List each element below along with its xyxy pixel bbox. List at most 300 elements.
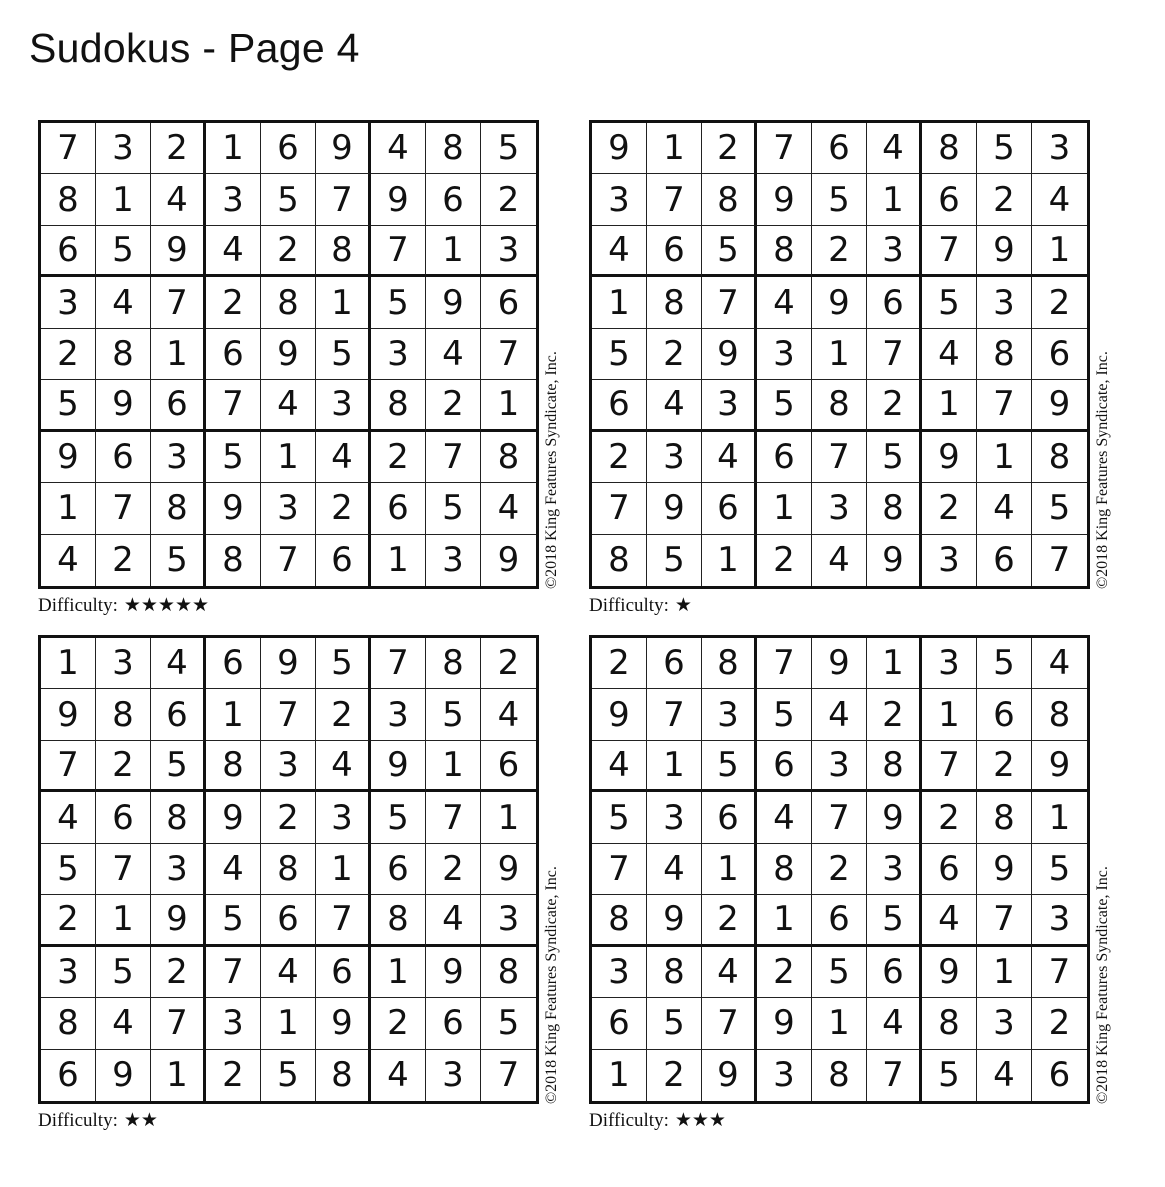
sudoku-cell: 2 xyxy=(371,998,426,1049)
sudoku-cell: 8 xyxy=(261,277,316,328)
sudoku-cell: 2 xyxy=(757,947,812,998)
sudoku-cell: 3 xyxy=(812,483,867,534)
sudoku-cell: 4 xyxy=(867,998,922,1049)
sudoku-cell: 5 xyxy=(261,174,316,225)
sudoku-cell: 2 xyxy=(647,329,702,380)
sudoku-cell: 8 xyxy=(757,844,812,895)
sudoku-cell: 1 xyxy=(261,998,316,1049)
sudoku-cell: 4 xyxy=(151,638,206,689)
sudoku-cell: 2 xyxy=(1032,277,1087,328)
sudoku-cell: 6 xyxy=(481,741,536,792)
sudoku-cell: 9 xyxy=(316,123,371,174)
sudoku-cell: 6 xyxy=(647,226,702,277)
sudoku-cell: 2 xyxy=(96,535,151,586)
difficulty-label: Difficulty: xyxy=(589,1110,669,1131)
sudoku-cell: 9 xyxy=(592,689,647,740)
sudoku-cell: 8 xyxy=(647,277,702,328)
sudoku-cell: 8 xyxy=(702,638,757,689)
sudoku-cell: 9 xyxy=(812,277,867,328)
sudoku-cell: 2 xyxy=(261,226,316,277)
sudoku-cell: 5 xyxy=(96,226,151,277)
sudoku-cell: 3 xyxy=(151,844,206,895)
sudoku-cell: 6 xyxy=(426,174,481,225)
difficulty-rating xyxy=(38,594,209,617)
sudoku-cell: 7 xyxy=(151,998,206,1049)
sudoku-cell: 9 xyxy=(1032,741,1087,792)
sudoku-cell: 3 xyxy=(481,226,536,277)
sudoku-cell: 3 xyxy=(261,741,316,792)
sudoku-cell: 4 xyxy=(426,895,481,946)
sudoku-cell: 4 xyxy=(867,123,922,174)
sudoku-cell: 2 xyxy=(977,741,1032,792)
sudoku-cell: 8 xyxy=(206,741,261,792)
sudoku-cell: 3 xyxy=(922,638,977,689)
sudoku-cell: 3 xyxy=(977,277,1032,328)
sudoku-cell: 6 xyxy=(206,329,261,380)
sudoku-cell: 6 xyxy=(371,844,426,895)
difficulty-rating xyxy=(589,594,692,617)
sudoku-cell: 4 xyxy=(812,689,867,740)
sudoku-cell: 9 xyxy=(592,123,647,174)
sudoku-cell: 5 xyxy=(977,638,1032,689)
sudoku-cell: 3 xyxy=(426,1050,481,1101)
sudoku-cell: 7 xyxy=(1048,540,1071,581)
sudoku-cell: 9 xyxy=(1032,380,1087,431)
sudoku-cell: 8 xyxy=(261,844,316,895)
sudoku-cell: 3 xyxy=(977,998,1032,1049)
sudoku-cell: 3 xyxy=(592,174,647,225)
sudoku-cell: 3 xyxy=(206,998,261,1049)
sudoku-cell: 7 xyxy=(426,432,481,483)
sudoku-cell: 4 xyxy=(261,380,316,431)
sudoku-cell: 7 xyxy=(647,174,702,225)
sudoku-cell: 9 xyxy=(261,329,316,380)
sudoku-cell: 5 xyxy=(371,277,426,328)
sudoku-cell: 6 xyxy=(371,483,426,534)
sudoku-cell: 7 xyxy=(702,277,757,328)
sudoku-cell: 4 xyxy=(647,380,702,431)
sudoku-grid xyxy=(38,635,539,1104)
sudoku-cell: 2 xyxy=(867,689,922,740)
sudoku-cell: 9 xyxy=(867,792,922,843)
sudoku-cell: 7 xyxy=(757,638,812,689)
sudoku-cell: 8 xyxy=(1032,689,1087,740)
sudoku-cell: 4 xyxy=(592,741,647,792)
sudoku-cell: 1 xyxy=(481,380,536,431)
sudoku-cell: 3 xyxy=(481,895,536,946)
sudoku-cell: 2 xyxy=(977,174,1032,225)
sudoku-cell: 1 xyxy=(371,535,426,586)
sudoku-cell: 8 xyxy=(977,329,1032,380)
copyright-notice: ©2018 King Features Syndicate, Inc. xyxy=(1094,866,1111,1104)
sudoku-cell: 3 xyxy=(702,689,757,740)
sudoku-cell: 7 xyxy=(41,741,96,792)
sudoku-cell: 1 xyxy=(867,638,922,689)
sudoku-cell: 5 xyxy=(757,689,812,740)
sudoku-cell: 7 xyxy=(206,380,261,431)
sudoku-puzzle-3 xyxy=(38,635,598,1150)
sudoku-cell: 2 xyxy=(812,844,867,895)
sudoku-cell: 3 xyxy=(151,432,206,483)
sudoku-cell: 6 xyxy=(261,123,316,174)
sudoku-cell: 9 xyxy=(41,689,96,740)
copyright-notice: ©2018 King Features Syndicate, Inc. xyxy=(543,866,560,1104)
sudoku-cell: 1 xyxy=(702,535,757,586)
sudoku-grid xyxy=(589,635,1090,1104)
sudoku-cell: 3 xyxy=(757,329,812,380)
sudoku-cell: 9 xyxy=(497,540,520,581)
sudoku-cell: 6 xyxy=(977,535,1032,586)
sudoku-cell: 3 xyxy=(96,123,151,174)
sudoku-cell: 4 xyxy=(96,998,151,1049)
sudoku-cell: 5 xyxy=(316,329,371,380)
sudoku-cell: 1 xyxy=(316,844,371,895)
sudoku-cell: 6 xyxy=(41,226,96,277)
sudoku-cell: 4 xyxy=(481,483,536,534)
sudoku-cell: 1 xyxy=(757,895,812,946)
sudoku-cell: 6 xyxy=(867,277,922,328)
sudoku-cell: 7 xyxy=(647,689,702,740)
sudoku-cell: 7 xyxy=(316,895,371,946)
sudoku-cell: 6 xyxy=(1048,1055,1071,1096)
sudoku-cell: 8 xyxy=(151,483,206,534)
sudoku-cell: 1 xyxy=(1032,792,1087,843)
sudoku-cell: 4 xyxy=(41,792,96,843)
sudoku-cell: 4 xyxy=(481,689,536,740)
sudoku-cell: 9 xyxy=(757,174,812,225)
sudoku-cell: 5 xyxy=(812,947,867,998)
sudoku-cell: 8 xyxy=(41,998,96,1049)
sudoku-cell: 8 xyxy=(647,947,702,998)
sudoku-cell: 5 xyxy=(426,689,481,740)
sudoku-cell: 4 xyxy=(1032,174,1087,225)
sudoku-cell: 5 xyxy=(206,895,261,946)
sudoku-cell: 3 xyxy=(371,689,426,740)
sudoku-cell: 9 xyxy=(261,638,316,689)
sudoku-cell: 8 xyxy=(592,895,647,946)
sudoku-cell: 5 xyxy=(812,174,867,225)
sudoku-cell: 1 xyxy=(592,277,647,328)
sudoku-cell: 3 xyxy=(41,277,96,328)
sudoku-cell: 6 xyxy=(702,792,757,843)
sudoku-cell: 9 xyxy=(96,380,151,431)
sudoku-cell: 4 xyxy=(647,844,702,895)
sudoku-cell: 6 xyxy=(96,792,151,843)
sudoku-cell: 1 xyxy=(922,689,977,740)
difficulty-stars: ★★ xyxy=(123,1110,158,1131)
sudoku-cell: 7 xyxy=(867,329,922,380)
sudoku-cell: 2 xyxy=(757,535,812,586)
sudoku-cell: 9 xyxy=(757,998,812,1049)
sudoku-cell: 1 xyxy=(206,123,261,174)
sudoku-cell: 4 xyxy=(96,277,151,328)
sudoku-cell: 8 xyxy=(867,741,922,792)
difficulty-label: Difficulty: xyxy=(38,595,118,616)
difficulty-label: Difficulty: xyxy=(589,595,669,616)
sudoku-grid xyxy=(589,120,1090,589)
sudoku-cell: 6 xyxy=(96,432,151,483)
difficulty-rating xyxy=(38,1109,158,1132)
sudoku-cell: 4 xyxy=(316,432,371,483)
sudoku-cell: 9 xyxy=(922,432,977,483)
sudoku-cell: 2 xyxy=(592,638,647,689)
sudoku-cell: 7 xyxy=(371,638,426,689)
sudoku-cell: 3 xyxy=(206,174,261,225)
sudoku-cell: 3 xyxy=(702,380,757,431)
sudoku-grid xyxy=(38,120,539,589)
sudoku-cell: 7 xyxy=(41,123,96,174)
sudoku-cell: 5 xyxy=(1032,844,1087,895)
sudoku-cell: 2 xyxy=(41,895,96,946)
sudoku-cell: 2 xyxy=(481,638,536,689)
sudoku-cell: 2 xyxy=(151,947,206,998)
sudoku-cell: 3 xyxy=(647,792,702,843)
sudoku-cell: 9 xyxy=(812,638,867,689)
sudoku-cell: 8 xyxy=(316,1050,371,1101)
sudoku-cell: 8 xyxy=(96,689,151,740)
sudoku-cell: 2 xyxy=(922,792,977,843)
sudoku-cell: 8 xyxy=(316,226,371,277)
sudoku-cell: 8 xyxy=(426,123,481,174)
sudoku-cell: 1 xyxy=(151,329,206,380)
sudoku-cell: 9 xyxy=(151,226,206,277)
sudoku-cell: 1 xyxy=(922,380,977,431)
sudoku-cell: 3 xyxy=(647,432,702,483)
sudoku-cell: 2 xyxy=(702,895,757,946)
sudoku-cell: 6 xyxy=(261,895,316,946)
sudoku-cell: 5 xyxy=(757,380,812,431)
sudoku-cell: 6 xyxy=(41,1050,96,1101)
sudoku-cell: 2 xyxy=(922,483,977,534)
sudoku-cell: 1 xyxy=(757,483,812,534)
sudoku-cell: 4 xyxy=(426,329,481,380)
sudoku-cell: 2 xyxy=(647,1050,702,1101)
sudoku-cell: 1 xyxy=(206,689,261,740)
sudoku-cell: 2 xyxy=(592,432,647,483)
sudoku-cell: 1 xyxy=(96,174,151,225)
sudoku-cell: 3 xyxy=(371,329,426,380)
sudoku-cell: 7 xyxy=(922,741,977,792)
sudoku-cell: 7 xyxy=(481,329,536,380)
sudoku-cell: 1 xyxy=(41,638,96,689)
sudoku-cell: 1 xyxy=(1032,226,1087,277)
sudoku-puzzle-4 xyxy=(589,635,1149,1150)
sudoku-cell: 9 xyxy=(647,895,702,946)
sudoku-cell: 3 xyxy=(592,947,647,998)
sudoku-cell: 7 xyxy=(1032,947,1087,998)
sudoku-cell: 4 xyxy=(757,792,812,843)
sudoku-cell: 4 xyxy=(206,226,261,277)
sudoku-cell: 6 xyxy=(867,947,922,998)
sudoku-cell: 4 xyxy=(977,483,1032,534)
sudoku-cell: 5 xyxy=(316,638,371,689)
difficulty-rating xyxy=(589,1109,726,1132)
sudoku-cell: 4 xyxy=(592,226,647,277)
sudoku-cell: 4 xyxy=(812,535,867,586)
sudoku-cell: 2 xyxy=(426,844,481,895)
sudoku-cell: 8 xyxy=(812,1050,867,1101)
sudoku-cell: 2 xyxy=(41,329,96,380)
sudoku-cell: 7 xyxy=(812,432,867,483)
sudoku-cell: 3 xyxy=(316,792,371,843)
sudoku-cell: 3 xyxy=(316,380,371,431)
sudoku-cell: 6 xyxy=(647,638,702,689)
sudoku-cell: 3 xyxy=(1032,123,1087,174)
sudoku-cell: 1 xyxy=(426,226,481,277)
sudoku-cell: 4 xyxy=(151,174,206,225)
sudoku-cell: 8 xyxy=(977,792,1032,843)
sudoku-cell: 6 xyxy=(1032,329,1087,380)
difficulty-stars: ★★★★★ xyxy=(123,595,210,616)
sudoku-cell: 8 xyxy=(1032,432,1087,483)
sudoku-cell: 1 xyxy=(812,329,867,380)
sudoku-cell: 9 xyxy=(206,483,261,534)
sudoku-cell: 9 xyxy=(206,792,261,843)
sudoku-cell: 7 xyxy=(96,844,151,895)
sudoku-cell: 7 xyxy=(426,792,481,843)
sudoku-cell: 1 xyxy=(647,123,702,174)
sudoku-cell: 9 xyxy=(371,174,426,225)
sudoku-cell: 9 xyxy=(371,741,426,792)
sudoku-cell: 6 xyxy=(757,741,812,792)
sudoku-cell: 2 xyxy=(702,123,757,174)
sudoku-cell: 7 xyxy=(96,483,151,534)
sudoku-cell: 1 xyxy=(977,432,1032,483)
sudoku-cell: 8 xyxy=(812,380,867,431)
sudoku-cell: 5 xyxy=(151,741,206,792)
sudoku-cell: 5 xyxy=(481,123,536,174)
sudoku-cell: 8 xyxy=(371,895,426,946)
sudoku-cell: 5 xyxy=(922,1050,977,1101)
sudoku-cell: 4 xyxy=(702,947,757,998)
sudoku-cell: 1 xyxy=(812,998,867,1049)
sudoku-cell: 6 xyxy=(922,174,977,225)
sudoku-cell: 5 xyxy=(96,947,151,998)
sudoku-cell: 2 xyxy=(1032,998,1087,1049)
sudoku-cell: 2 xyxy=(316,483,371,534)
sudoku-cell: 8 xyxy=(922,998,977,1049)
sudoku-cell: 7 xyxy=(261,535,316,586)
sudoku-cell: 8 xyxy=(481,432,536,483)
sudoku-cell: 5 xyxy=(647,998,702,1049)
sudoku-cell: 2 xyxy=(481,174,536,225)
sudoku-cell: 2 xyxy=(96,741,151,792)
sudoku-cell: 3 xyxy=(757,1050,812,1101)
sudoku-cell: 5 xyxy=(592,792,647,843)
sudoku-cell: 3 xyxy=(867,226,922,277)
sudoku-cell: 6 xyxy=(702,483,757,534)
sudoku-cell: 4 xyxy=(922,329,977,380)
sudoku-cell: 1 xyxy=(316,277,371,328)
sudoku-cell: 6 xyxy=(316,535,371,586)
sudoku-cell: 1 xyxy=(151,1050,206,1101)
sudoku-cell: 3 xyxy=(96,638,151,689)
sudoku-cell: 9 xyxy=(977,844,1032,895)
sudoku-cell: 5 xyxy=(867,895,922,946)
sudoku-cell: 1 xyxy=(371,947,426,998)
sudoku-cell: 7 xyxy=(757,123,812,174)
sudoku-cell: 6 xyxy=(812,123,867,174)
sudoku-cell: 3 xyxy=(41,947,96,998)
sudoku-cell: 5 xyxy=(922,277,977,328)
sudoku-cell: 7 xyxy=(371,226,426,277)
sudoku-cell: 4 xyxy=(261,947,316,998)
sudoku-cell: 8 xyxy=(867,483,922,534)
sudoku-cell: 3 xyxy=(1032,895,1087,946)
sudoku-cell: 1 xyxy=(867,174,922,225)
sudoku-cell: 2 xyxy=(151,123,206,174)
sudoku-cell: 7 xyxy=(812,792,867,843)
sudoku-cell: 7 xyxy=(151,277,206,328)
sudoku-cell: 5 xyxy=(41,844,96,895)
sudoku-cell: 6 xyxy=(757,432,812,483)
sudoku-cell: 7 xyxy=(977,380,1032,431)
sudoku-cell: 2 xyxy=(206,1050,261,1101)
sudoku-cell: 8 xyxy=(426,638,481,689)
sudoku-cell: 5 xyxy=(702,226,757,277)
sudoku-cell: 8 xyxy=(922,123,977,174)
sudoku-cell: 9 xyxy=(41,432,96,483)
sudoku-cell: 6 xyxy=(151,380,206,431)
sudoku-cell: 7 xyxy=(592,844,647,895)
sudoku-cell: 4 xyxy=(702,432,757,483)
sudoku-cell: 7 xyxy=(702,998,757,1049)
sudoku-cell: 5 xyxy=(41,380,96,431)
sudoku-cell: 3 xyxy=(922,535,977,586)
sudoku-cell: 5 xyxy=(647,535,702,586)
sudoku-cell: 2 xyxy=(261,792,316,843)
sudoku-puzzle-1 xyxy=(38,120,598,635)
sudoku-cell: 1 xyxy=(702,844,757,895)
sudoku-cell: 2 xyxy=(812,226,867,277)
sudoku-cell: 5 xyxy=(1032,483,1087,534)
sudoku-cell: 7 xyxy=(261,689,316,740)
sudoku-cell: 8 xyxy=(151,792,206,843)
sudoku-cell: 4 xyxy=(206,844,261,895)
difficulty-stars: ★ xyxy=(674,595,692,616)
sudoku-cell: 8 xyxy=(757,226,812,277)
sudoku-cell: 2 xyxy=(867,380,922,431)
sudoku-cell: 4 xyxy=(371,123,426,174)
sudoku-cell: 1 xyxy=(41,483,96,534)
sudoku-cell: 4 xyxy=(922,895,977,946)
sudoku-cell: 6 xyxy=(922,844,977,895)
sudoku-cell: 1 xyxy=(592,1050,647,1101)
sudoku-cell: 6 xyxy=(316,947,371,998)
sudoku-cell: 9 xyxy=(96,1050,151,1101)
sudoku-cell: 5 xyxy=(426,483,481,534)
sudoku-cell: 7 xyxy=(592,483,647,534)
copyright-notice: ©2018 King Features Syndicate, Inc. xyxy=(543,351,560,589)
sudoku-cell: 9 xyxy=(426,947,481,998)
sudoku-cell: 5 xyxy=(371,792,426,843)
sudoku-cell: 3 xyxy=(261,483,316,534)
sudoku-cell: 9 xyxy=(702,329,757,380)
sudoku-cell: 1 xyxy=(426,741,481,792)
copyright-notice: ©2018 King Features Syndicate, Inc. xyxy=(1094,351,1111,589)
sudoku-cell: 7 xyxy=(206,947,261,998)
sudoku-cell: 2 xyxy=(426,380,481,431)
sudoku-cell: 9 xyxy=(316,998,371,1049)
sudoku-cell: 7 xyxy=(867,1050,922,1101)
sudoku-cell: 5 xyxy=(592,329,647,380)
sudoku-cell: 1 xyxy=(647,741,702,792)
sudoku-cell: 6 xyxy=(426,998,481,1049)
sudoku-cell: 8 xyxy=(702,174,757,225)
sudoku-cell: 7 xyxy=(922,226,977,277)
sudoku-cell: 7 xyxy=(977,895,1032,946)
sudoku-cell: 5 xyxy=(151,535,206,586)
